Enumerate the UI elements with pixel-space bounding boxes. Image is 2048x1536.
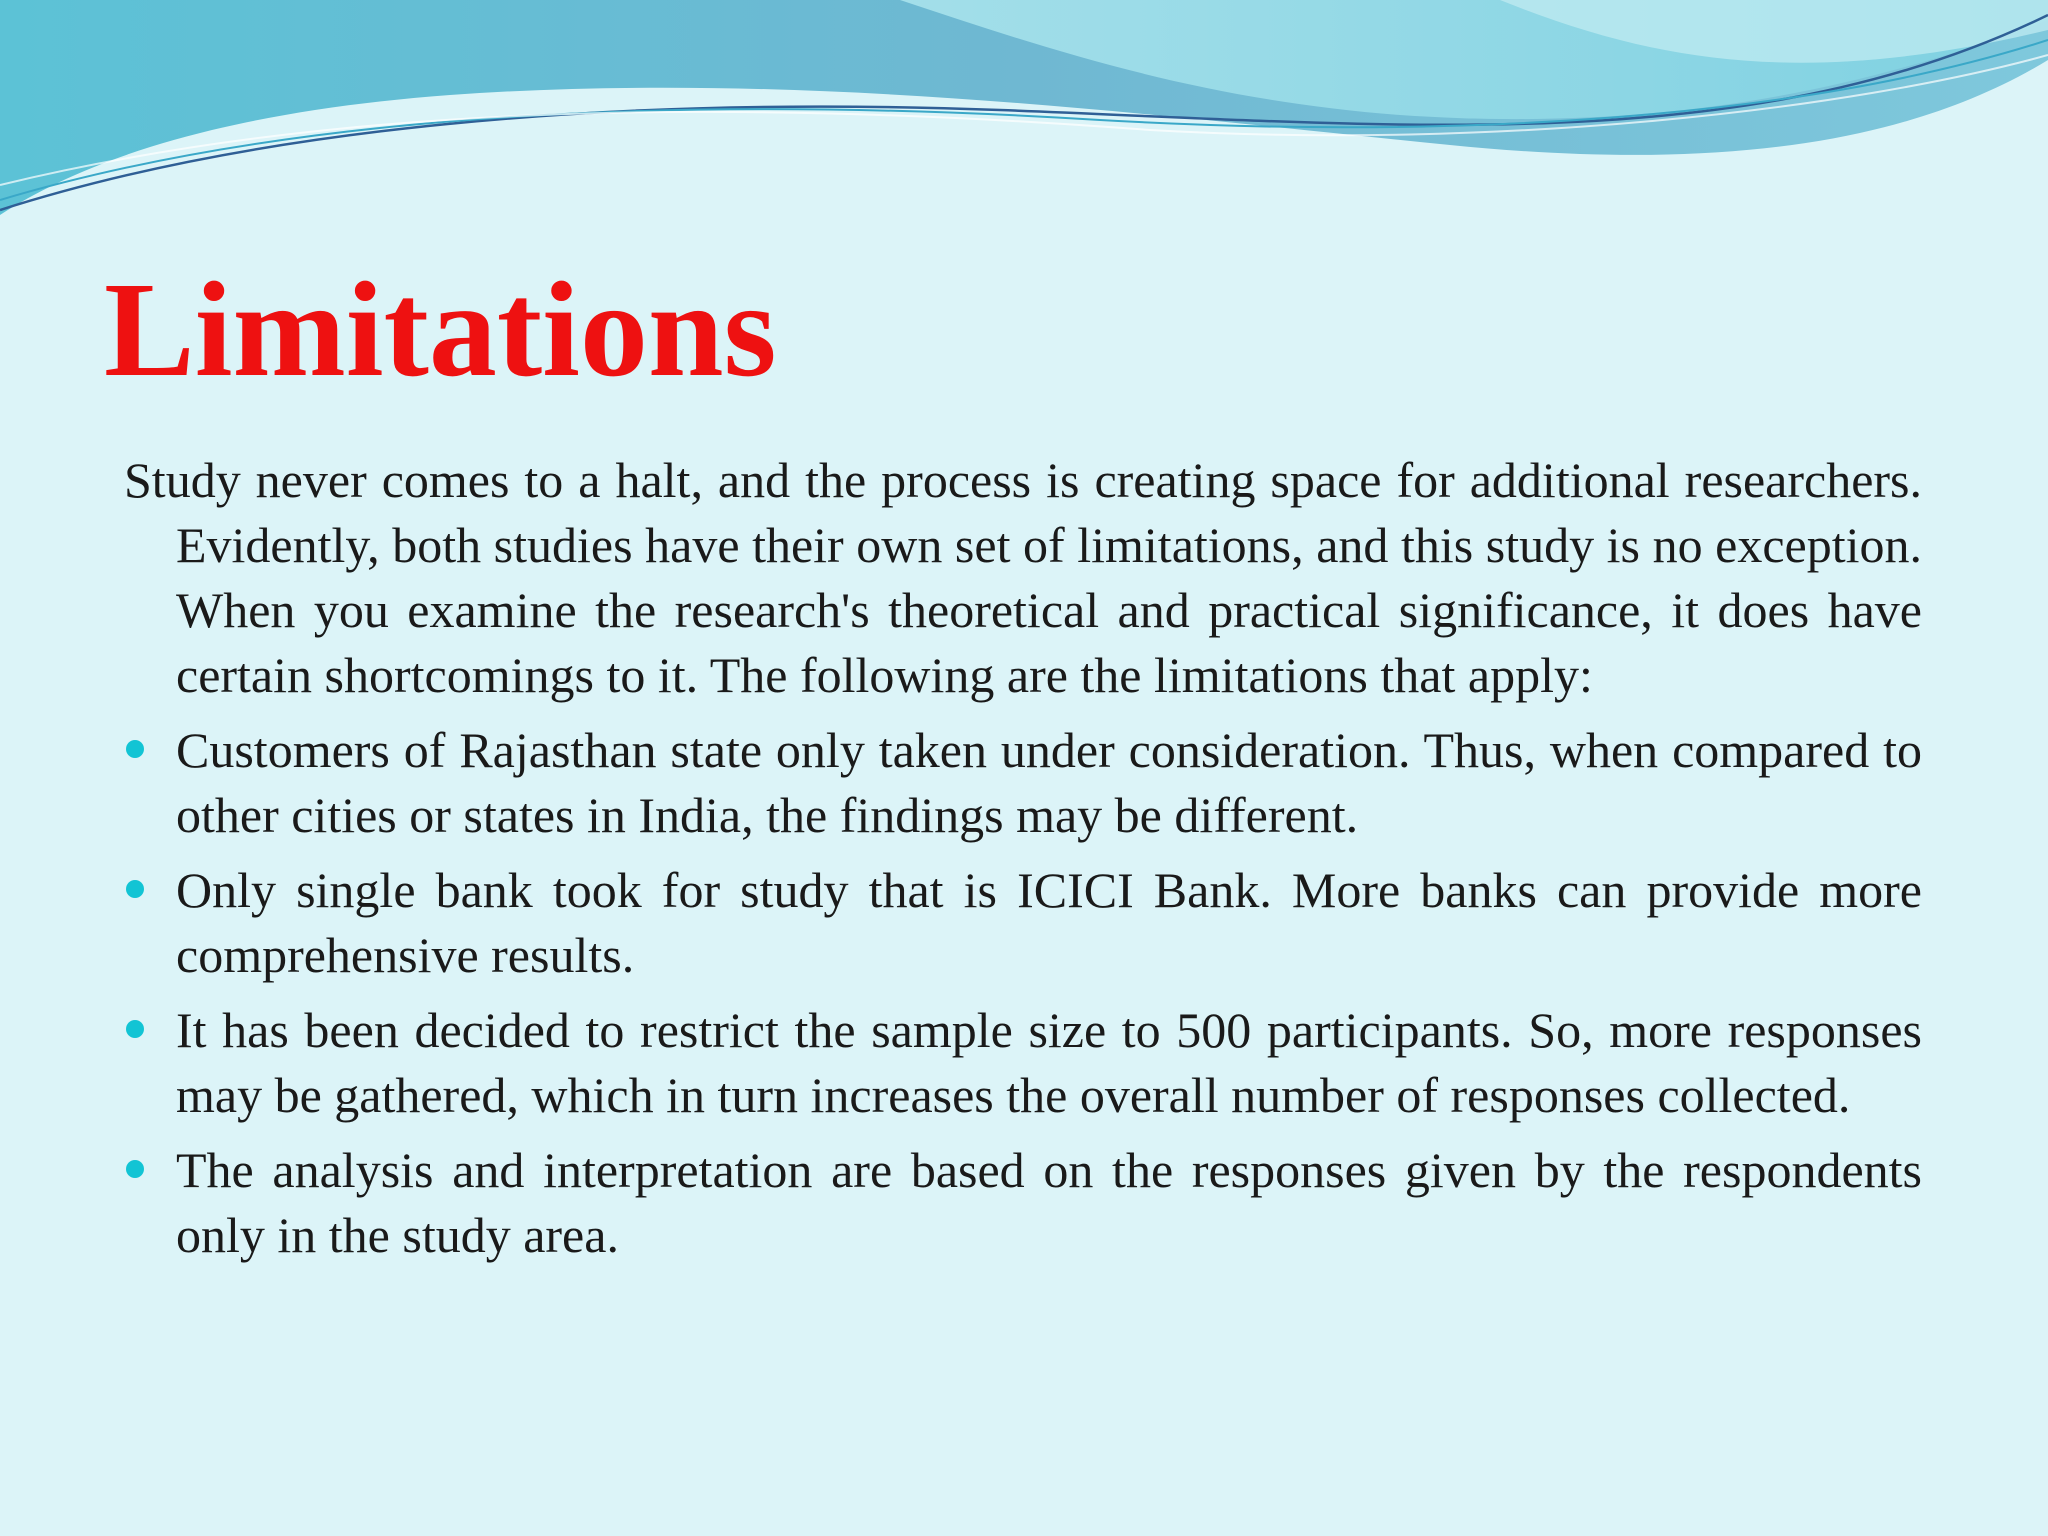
list-item [124, 858, 1922, 988]
list-item [124, 998, 1922, 1128]
bullet-dot-icon [126, 880, 144, 898]
header-wave-decoration [0, 0, 2048, 240]
slide-body [124, 448, 1922, 1278]
list-item-text: Only single bank took for study that is ICICI Bank. More banks can provide more comprehensive results. [176, 862, 1922, 983]
list-item-text: Customers of Rajasthan state only taken under consideration. Thus, when compared to other cities or states in India, the findings may be different. [176, 722, 1922, 843]
list-item-text: It has been decided to restrict the sample size to 500 participants. So, more responses may be gathered, which in turn increases the overall number of responses collected. [176, 1002, 1922, 1123]
intro-paragraph: Study never comes to a halt, and the process is creating space for additional researchers. Evidently, both studies have their own set of limitations, and this study is no exception. When you examine the research's theoretical and practical significance, it does have certain shortcomings to it. The following are the limitations that apply: [124, 452, 1922, 703]
limitations-list [124, 718, 1922, 1268]
list-item [124, 1138, 1922, 1268]
bullet-dot-icon [126, 740, 144, 758]
bullet-dot-icon [126, 1020, 144, 1038]
slide-title: Limitations [104, 255, 777, 405]
bullet-dot-icon [126, 1160, 144, 1178]
list-item-text: The analysis and interpretation are based on the responses given by the respondents only in the study area. [176, 1142, 1922, 1263]
list-item [124, 718, 1922, 848]
